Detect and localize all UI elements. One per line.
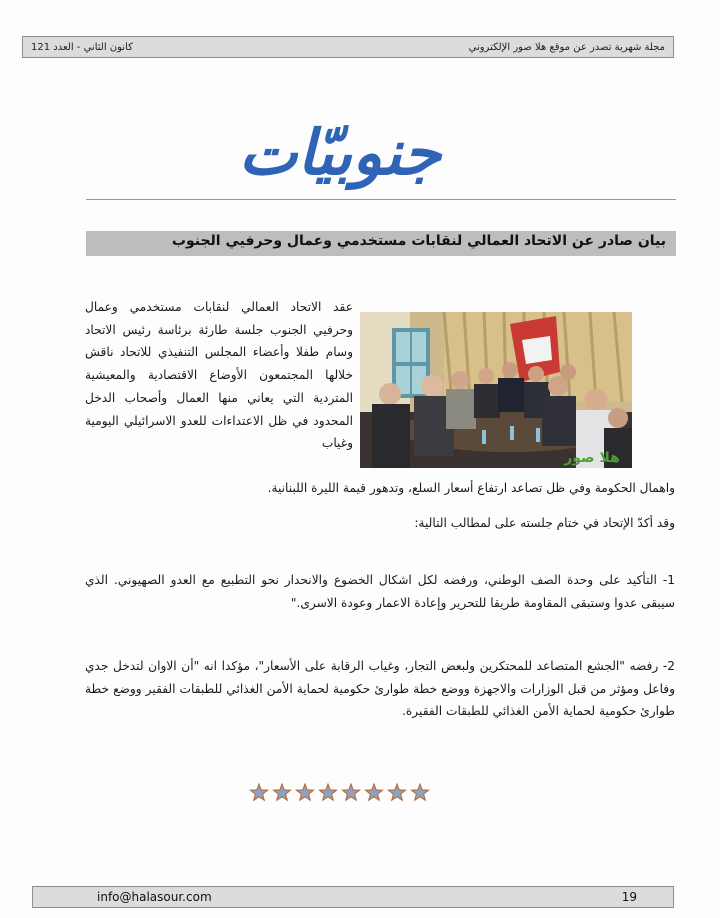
page-footer-bar <box>32 886 674 908</box>
star-icon <box>250 784 267 800</box>
masthead-logo <box>220 110 460 196</box>
article-paragraph-1-continuation: واهمال الحكومة وفي ظل تصاعد ارتفاع أسعار السلع، وتدهور قيمة الليرة اللبنانية. <box>267 481 675 495</box>
star-icon <box>388 784 405 800</box>
photo-watermark: هلا صور <box>564 450 620 466</box>
star-icon <box>296 784 313 800</box>
demand-item-2: 2- رفضه "الجشع المتصاعد للمحتكرين ولبعض التجار، وغياب الرقابة على الأسعار"، مؤكدا انه "أن الاوان لتدخل جدي وفاعل ومؤثر من قبل الوزارات والاجهزة ووضع خطة طوارئ حكومية لحماية الأمن الغذائي للطبقات الفقير ووضع خطة طوارئ حكومية لحماية الأمن الغذائي للطبقات الفقيرة. <box>85 659 675 719</box>
star-icon <box>342 784 359 800</box>
article-headline: بيان صادر عن الاتحاد العمالي لنقابات مستخدمي وعمال وحرفيي الجنوب <box>86 231 676 256</box>
page-header-bar <box>22 36 674 58</box>
star-divider <box>248 782 432 804</box>
article-intro-line: وقد أكدّ الإتحاد في ختام جلسته على لمطالب التالية: <box>414 516 675 530</box>
article-paragraph-1: عقد الاتحاد العمالي لنقابات مستخدمي وعمال وحرفيي الجنوب جلسة طارئة برئاسة رئيس الاتحاد وسام طفلا وأعضاء المجلس التنفيذي للاتحاد ناقش خلالها المجتمعون الأوضاع الاقتصادية والمعيشية المتردية التي يعاني منها العمال وأصحاب الدخل المحدود في ظل الاعتداءات للعدو الاسرائيلي اليومية وغياب <box>85 300 353 451</box>
publication-label: مجلة شهرية تصدر عن موقع هلا صور الإلكتروني <box>468 41 665 53</box>
issue-label: كانون الثاني - العدد 121 <box>31 41 133 53</box>
demand-item-1: 1- التأكيد على وحدة الصف الوطني، ورفضه لكل اشكال الخضوع والانحدار نحو التطبيع مع العدو الصهيوني. الذي سيبقى عدوا وستبقى المقاومة طريقا للتحرير وإعادة الاعمار وعودة الاسرى." <box>85 573 675 610</box>
star-icon <box>365 784 382 800</box>
masthead-rule <box>86 199 676 200</box>
masthead-title: جنوبيّات <box>238 116 442 189</box>
contact-email: info@halasour.com <box>97 890 212 904</box>
page-number: 19 <box>621 890 637 904</box>
star-icon <box>319 784 336 800</box>
star-icon <box>411 784 428 800</box>
meeting-photo <box>360 312 632 468</box>
star-icon <box>273 784 290 800</box>
